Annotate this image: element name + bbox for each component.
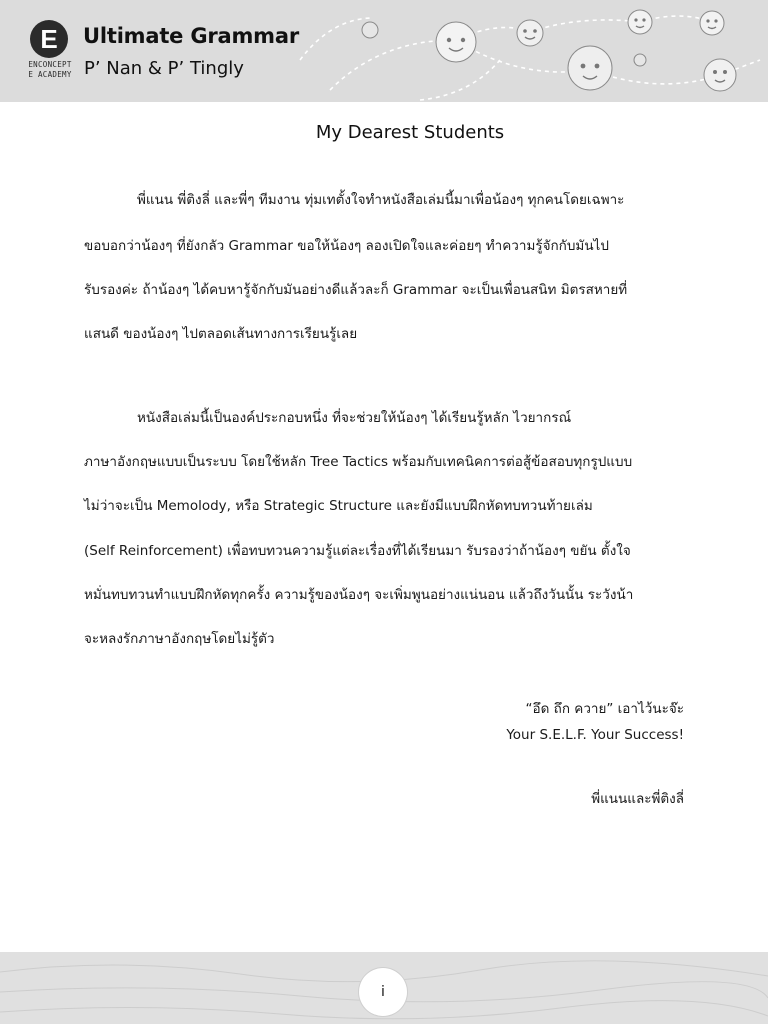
paragraph1-line: แสนดี ของน้องๆ ไปตลอดเส้นทางการเรียนรู้เลย xyxy=(84,326,358,342)
paragraph2-line: (Self Reinforcement) เพื่อทบทวนความรู้แต่ละเรื่องที่ได้เรียนมา รับรองว่าถ้าน้องๆ ขยัน ตั้งใจ xyxy=(84,543,631,559)
paragraph2-line: หมั่นทบทวนทำแบบฝึกหัดทุกครั้ง ความรู้ของน้องๆ จะเพิ่มพูนอย่างแน่นอน แล้วถึงวันนั้น ระวังน้า xyxy=(84,587,634,603)
closing-motto: Your S.E.L.F. Your Success! xyxy=(506,727,684,743)
book-authors: P’ Nan & P’ Tingly xyxy=(84,58,244,79)
book-title: Ultimate Grammar xyxy=(83,24,299,48)
signature: พี่แนนและพี่ติงลี่ xyxy=(591,791,684,807)
page-header xyxy=(0,0,768,102)
letter-title: My Dearest Students xyxy=(315,122,505,143)
enconcept-academy-logo xyxy=(22,20,78,90)
paragraph2-line: จะหลงรักภาษาอังกฤษโดยไม่รู้ตัว xyxy=(84,631,275,647)
logo-text-line1: ENCONCEPT xyxy=(28,60,72,69)
paragraph1-line: รับรองค่ะ ถ้าน้องๆ ได้คบหารู้จักกับมันอย่างดีแล้วละก็ Grammar จะเป็นเพื่อนสนิท มิตรสหายที่ xyxy=(84,282,628,298)
paragraph1-line: พี่แนน พี่ติงลี่ และพี่ๆ ทีมงาน ทุ่มเทตั้งใจทำหนังสือเล่มนี้มาเพื่อน้องๆ ทุกคนโดยเฉพาะ xyxy=(137,192,625,208)
paragraph1-line: ขอบอกว่าน้องๆ ที่ยังกลัว Grammar ขอให้น้องๆ ลองเปิดใจและค่อยๆ ทำความรู้จักกับมันไป xyxy=(84,238,609,254)
paragraph2-line: หนังสือเล่มนี้เป็นองค์ประกอบหนึ่ง ที่จะช่วยให้น้องๆ ได้เรียนรู้หลัก ไวยากรณ์ xyxy=(137,410,572,426)
paragraph2-line: ไม่ว่าจะเป็น Memolody, หรือ Strategic Structure และยังมีแบบฝึกหัดทบทวนท้ายเล่ม xyxy=(84,498,593,514)
logo-letter: E xyxy=(40,24,58,54)
paragraph2-line: ภาษาอังกฤษแบบเป็นระบบ โดยใช้หลัก Tree Tactics พร้อมกับเทคนิคการต่อสู้ข้อสอบทุกรูปแบบ xyxy=(84,454,633,470)
page-number: i xyxy=(359,968,407,1016)
logo-text-line2: E ACADEMY xyxy=(28,70,72,79)
closing-quote: “อึด ถึก ควาย” เอาไว้นะจ๊ะ xyxy=(525,701,684,717)
cartoon-faces-decoration xyxy=(0,0,768,102)
